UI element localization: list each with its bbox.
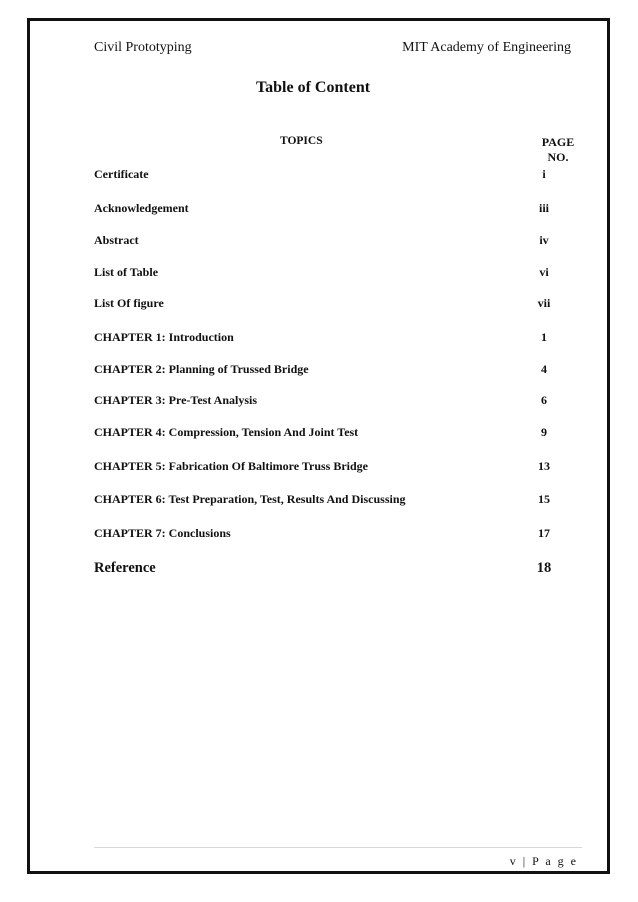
toc-row-list-of-figure (94, 296, 574, 314)
toc-row-chapter-6 (94, 492, 574, 510)
toc-topic: CHAPTER 5: Fabrication Of Baltimore Truss Bridge (94, 459, 368, 473)
toc-page-number: iv (539, 233, 549, 247)
column-header-topics: TOPICS (280, 135, 323, 147)
toc-page-number: vi (539, 265, 549, 279)
toc-page-number: 18 (536, 560, 552, 576)
toc-page-number: 1 (541, 330, 547, 344)
toc-page-number: 9 (541, 425, 547, 439)
toc-topic: CHAPTER 3: Pre-Test Analysis (94, 393, 258, 407)
toc-topic: List of Table (94, 265, 159, 279)
column-header-page-line1: PAGE (541, 135, 575, 149)
header-institution-name: MIT Academy of Engineering (402, 40, 571, 55)
column-header-page-no (538, 135, 578, 165)
toc-row-chapter-4 (94, 425, 574, 443)
toc-row-reference (94, 560, 574, 578)
toc-topic: Reference (94, 560, 156, 576)
toc-row-abstract (94, 233, 574, 251)
toc-row-certificate (94, 167, 574, 185)
toc-row-chapter-2 (94, 362, 574, 380)
toc-page-number: 6 (541, 393, 547, 407)
toc-page-number: 13 (538, 459, 550, 473)
toc-topic: Certificate (94, 167, 149, 181)
toc-page-number: 15 (538, 492, 550, 506)
toc-topic: CHAPTER 6: Test Preparation, Test, Results And Discussing (94, 492, 406, 506)
toc-row-chapter-3 (94, 393, 574, 411)
toc-topic: Acknowledgement (94, 201, 189, 215)
footer-divider (94, 847, 582, 848)
toc-row-chapter-1 (94, 330, 574, 348)
toc-topic: Abstract (94, 233, 139, 247)
toc-topic: CHAPTER 7: Conclusions (94, 526, 231, 540)
toc-row-chapter-5 (94, 459, 574, 477)
header-course-name: Civil Prototyping (94, 40, 192, 55)
toc-page-number: iii (538, 201, 549, 215)
toc-row-chapter-7 (94, 526, 574, 544)
toc-page-number: 17 (538, 526, 550, 540)
page-footer-number: v | P a g e (509, 854, 578, 868)
toc-page-number: 4 (541, 362, 547, 376)
toc-topic: CHAPTER 4: Compression, Tension And Joint Test (94, 425, 359, 439)
page-title: Table of Content (255, 79, 371, 96)
toc-topic: CHAPTER 1: Introduction (94, 330, 234, 344)
column-header-page-line2: NO. (547, 150, 569, 164)
toc-topic: List Of figure (94, 296, 164, 310)
toc-page-number: i (542, 167, 546, 181)
toc-topic: CHAPTER 2: Planning of Trussed Bridge (94, 362, 309, 376)
toc-row-acknowledgement (94, 201, 574, 219)
toc-page-number: vii (537, 296, 551, 310)
toc-row-list-of-table (94, 265, 574, 283)
